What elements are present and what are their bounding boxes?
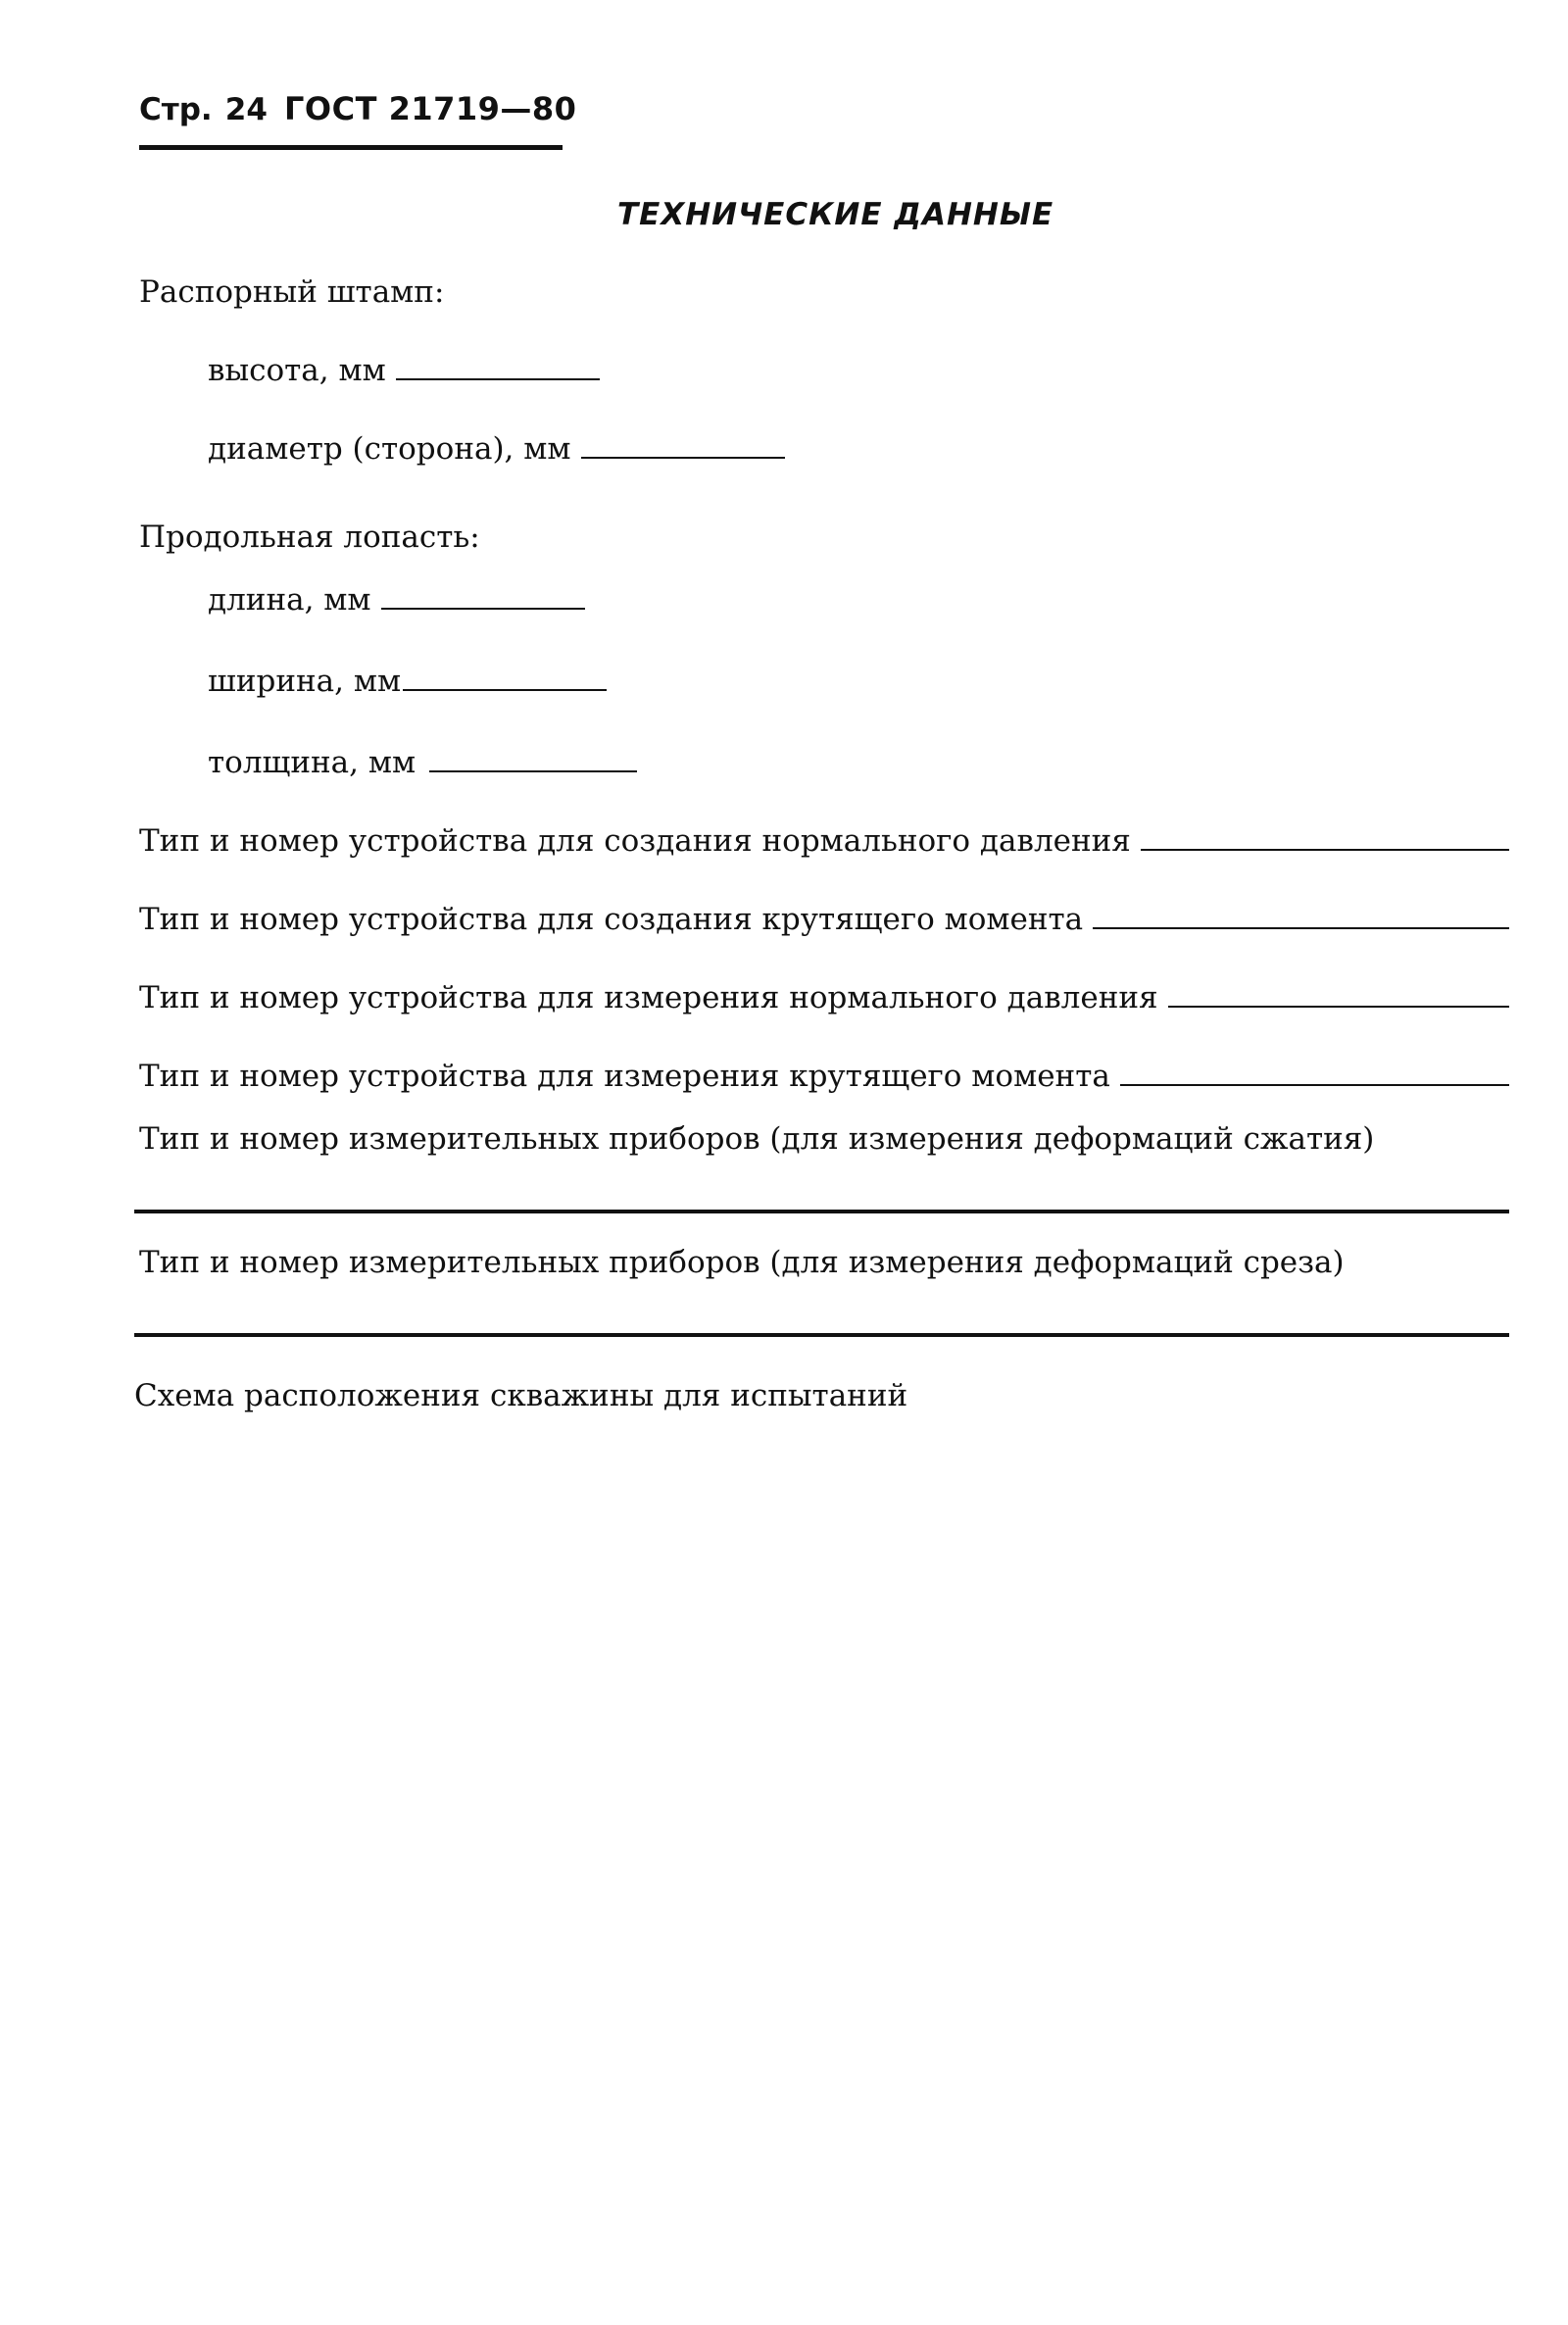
instruments-shear-row (139, 1243, 1345, 1282)
instruments-compression-field[interactable] (134, 1210, 1509, 1213)
page-label: Стр. (139, 92, 213, 127)
instruments-shear-label: Тип и номер измерительных приборов (для измерения деформаций среза) (139, 1245, 1345, 1280)
device-normal-pressure-create-field[interactable] (1141, 849, 1509, 851)
blade-thickness-field[interactable] (429, 770, 637, 772)
instruments-compression-label: Тип и номер измерительных приборов (для измерения деформаций сжатия) (139, 1121, 1375, 1157)
stamp-heading-text: Распорный штамп: (139, 274, 445, 310)
instruments-shear-field[interactable] (134, 1333, 1509, 1337)
device-torque-create-label: Тип и номер устройства для создания крутящего момента (139, 902, 1084, 937)
blade-length-row (208, 580, 585, 619)
blade-length-field[interactable] (381, 608, 585, 610)
device-torque-measure-label: Тип и номер устройства для измерения крутящего момента (139, 1059, 1110, 1094)
device-normal-pressure-create-row (139, 821, 1509, 861)
device-normal-pressure-create-label: Тип и номер устройства для создания нормального давления (139, 823, 1131, 859)
device-normal-pressure-measure-row (139, 978, 1509, 1017)
blade-thickness-row (208, 743, 637, 782)
scheme-row (134, 1376, 907, 1415)
instruments-compression-row (139, 1119, 1374, 1159)
scheme-label: Схема расположения скважины для испытаний (134, 1378, 908, 1413)
section-title: ТЕХНИЧЕСКИЕ ДАННЫЕ (617, 197, 1054, 232)
device-normal-pressure-measure-field[interactable] (1168, 1006, 1509, 1008)
device-torque-measure-row (139, 1057, 1509, 1096)
stamp-diameter-field[interactable] (581, 457, 785, 459)
device-torque-create-field[interactable] (1093, 927, 1509, 929)
stamp-diameter-label: диаметр (сторона), мм (208, 431, 571, 467)
blade-heading (139, 518, 480, 557)
blade-width-row (208, 662, 607, 701)
blade-thickness-label: толщина, мм (208, 745, 416, 780)
blade-width-field[interactable] (403, 689, 607, 691)
device-torque-create-row (139, 900, 1509, 939)
device-normal-pressure-measure-label: Тип и номер устройства для измерения нормального давления (139, 980, 1158, 1015)
stamp-height-field[interactable] (396, 378, 600, 380)
stamp-diameter-row (208, 429, 785, 469)
page-header (139, 90, 577, 150)
page-number: 24 (224, 92, 268, 127)
stamp-height-row (208, 351, 600, 390)
blade-length-label: длина, мм (208, 582, 371, 618)
blade-heading-text: Продольная лопасть: (139, 519, 480, 555)
blade-width-label: ширина, мм (208, 664, 402, 699)
stamp-height-label: высота, мм (208, 353, 386, 388)
device-torque-measure-field[interactable] (1120, 1084, 1509, 1086)
standard-code: ГОСТ 21719—80 (284, 90, 577, 127)
stamp-heading (139, 272, 444, 312)
